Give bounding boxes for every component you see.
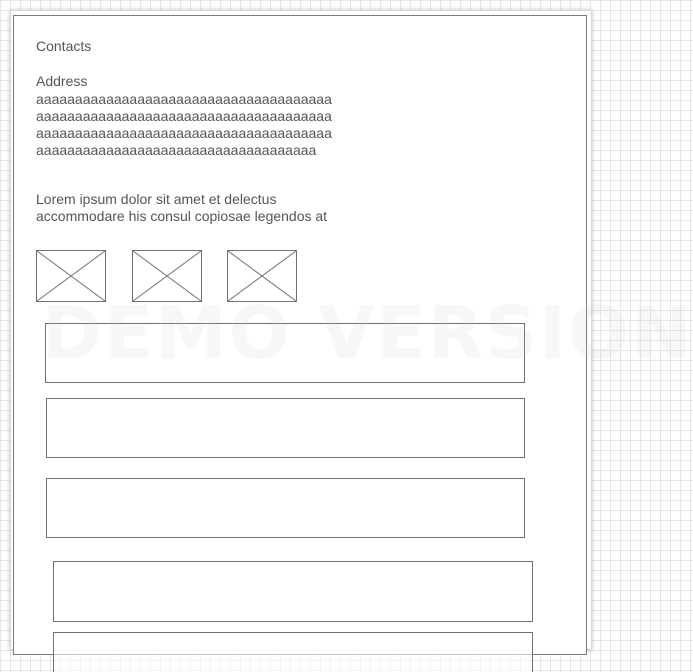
- contacts-title: Contacts: [36, 38, 92, 54]
- content-box-5: [53, 632, 533, 672]
- image-placeholder-icon: [228, 251, 296, 301]
- content-box-3: [46, 478, 525, 538]
- content-box-1: [45, 323, 525, 383]
- address-label: Address: [36, 73, 88, 89]
- description-text: Lorem ipsum dolor sit amet et delectus accommodare his consul copiosae legendos at: [36, 191, 328, 224]
- image-placeholder-2: [132, 250, 202, 302]
- image-placeholder-icon: [133, 251, 201, 301]
- image-placeholder-1: [36, 250, 106, 302]
- content-box-2: [46, 398, 525, 458]
- image-placeholder-3: [227, 250, 297, 302]
- wireframe-page: [13, 15, 587, 655]
- content-box-4: [53, 561, 533, 622]
- address-text: aaaaaaaaaaaaaaaaaaaaaaaaaaaaaaaaaaaaaaaaaaaaaaaaaaaaaaaaaaaaaaaaaaaaaaaaaaaaaaaaaaaaaaaaaaaaaaaaaaaaaaaaaaaaaaaaaaaaaaaaaaaaaaaaaaaaaaaaaaaaaaaaaaaaaa: [36, 91, 332, 158]
- image-placeholder-icon: [37, 251, 105, 301]
